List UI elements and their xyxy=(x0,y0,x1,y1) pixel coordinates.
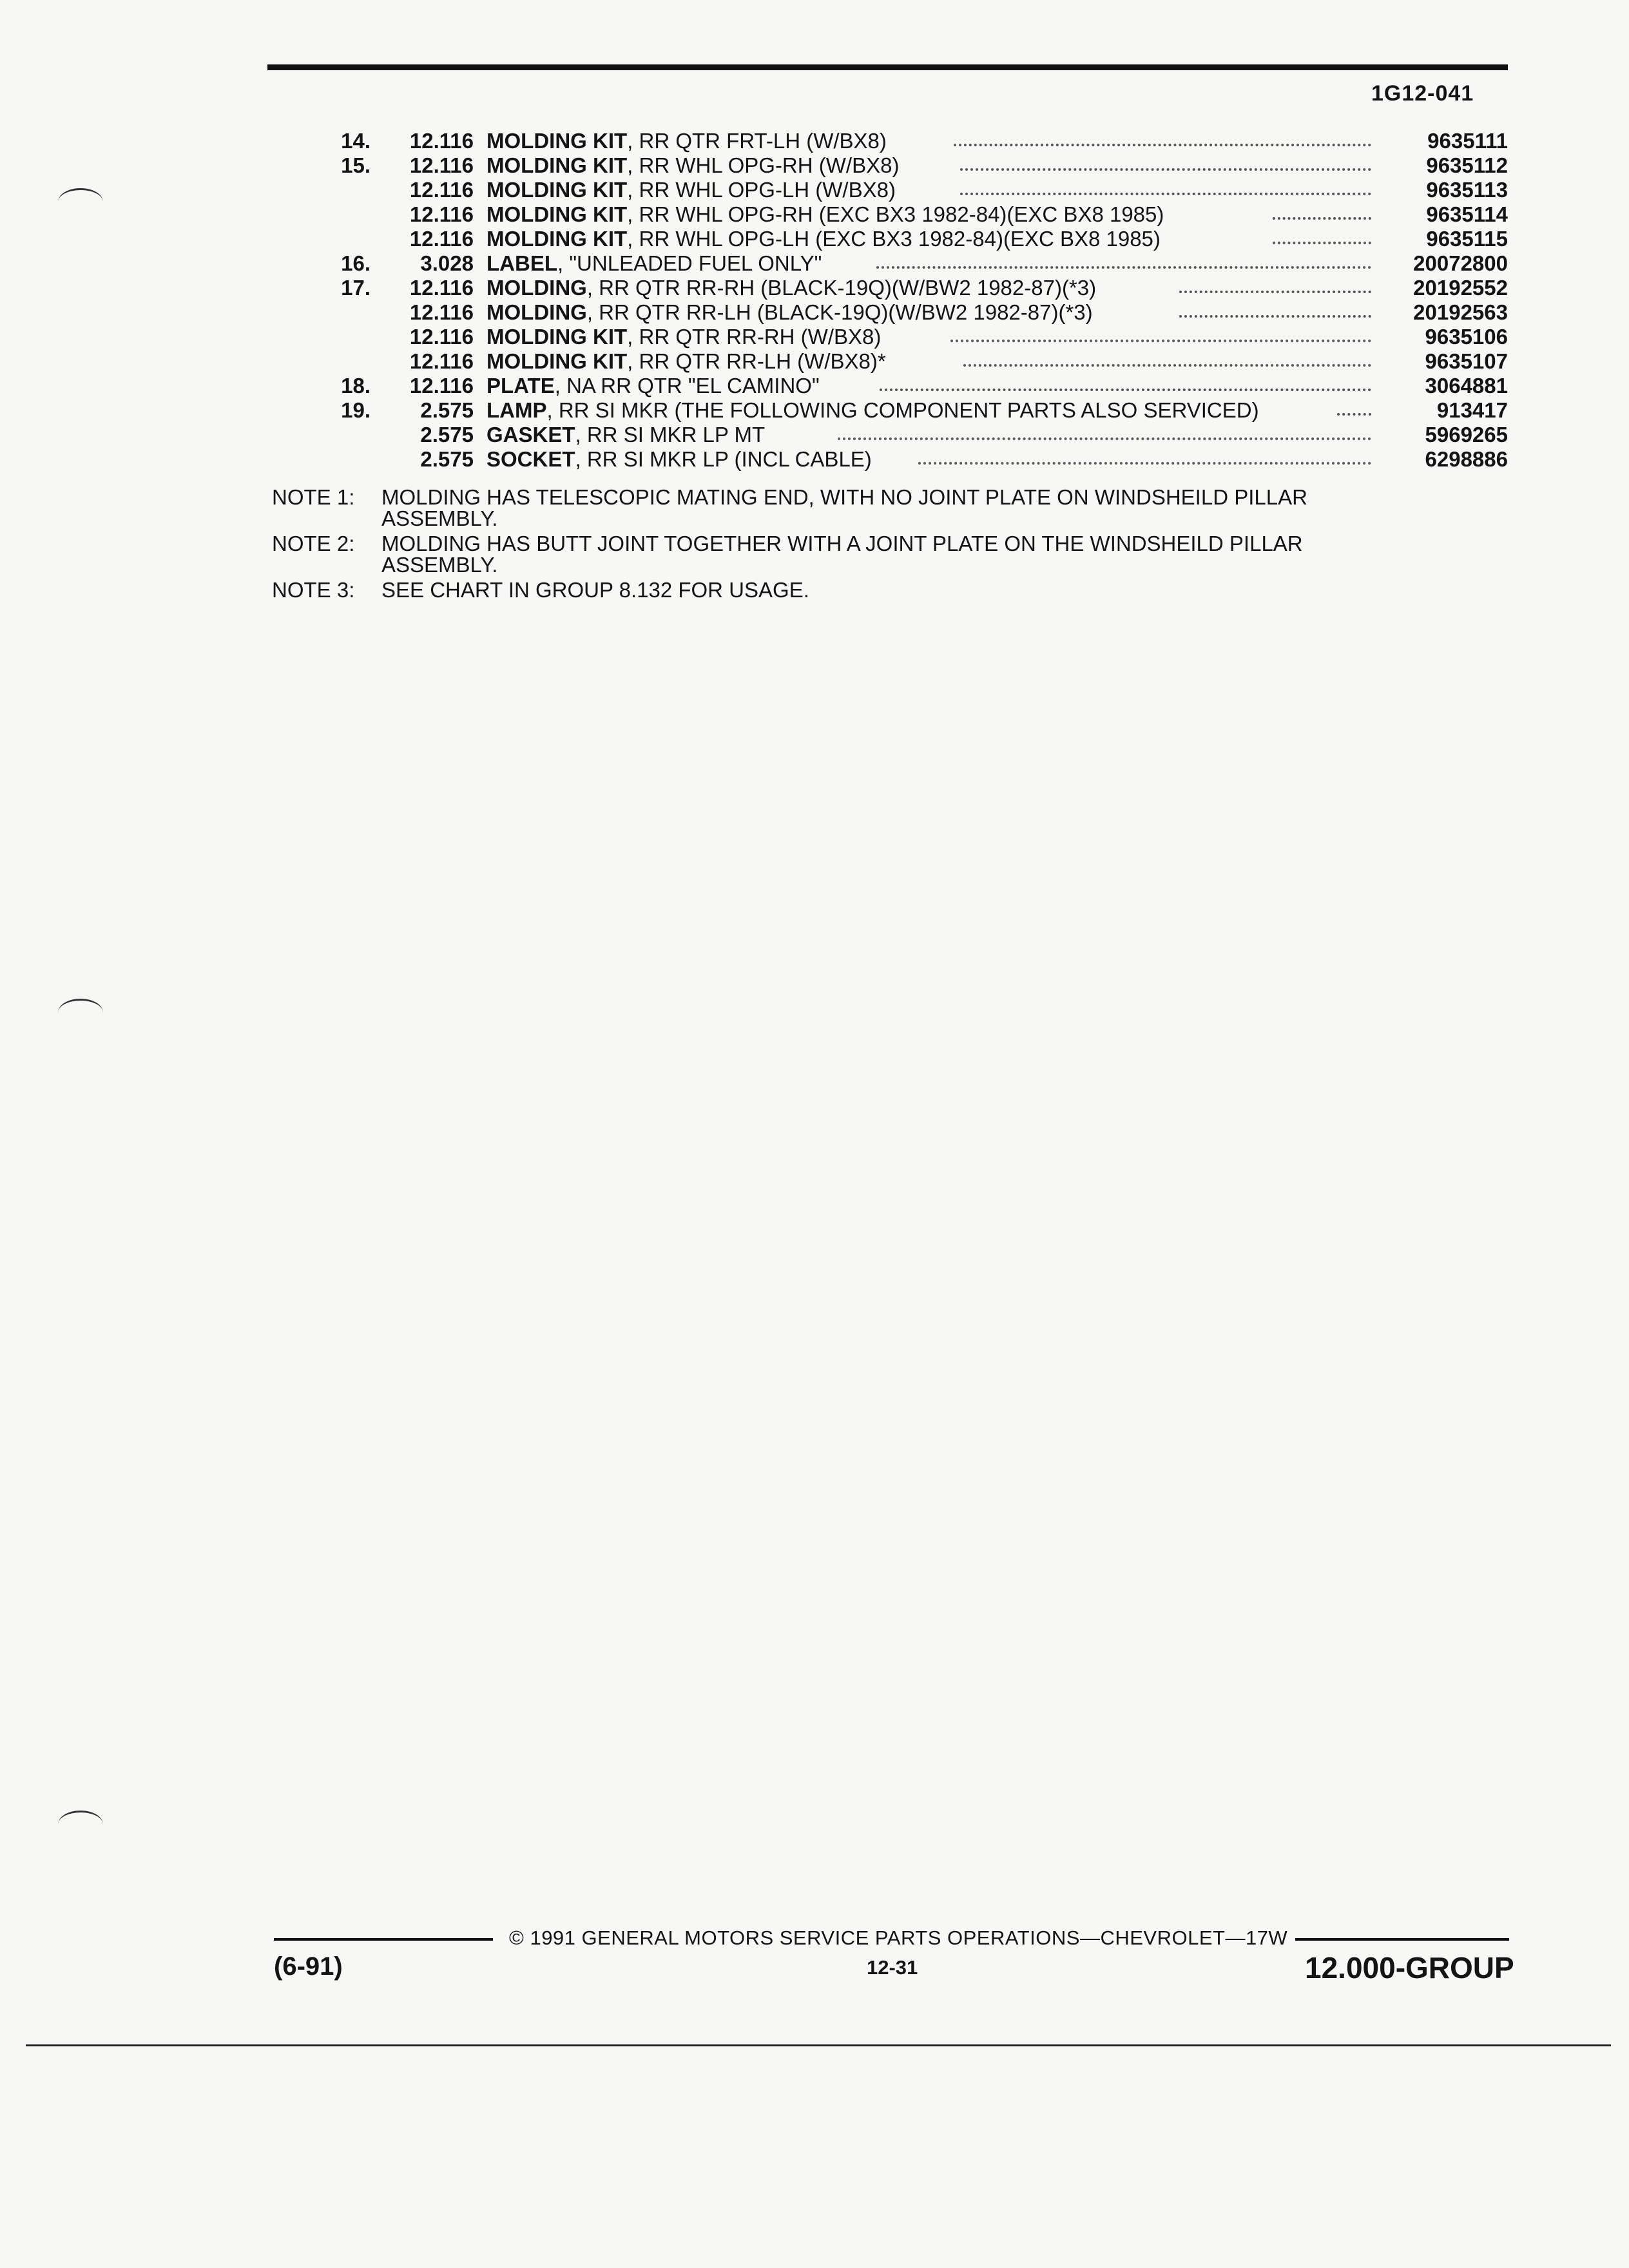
ref-number: 15. xyxy=(341,153,371,177)
description xyxy=(487,251,1389,276)
top-rule xyxy=(267,64,1508,70)
group-number: 12.116 xyxy=(409,178,474,202)
copyright-line: © 1991 GENERAL MOTORS SERVICE PARTS OPERATIONS—CHEVROLET—17W xyxy=(509,1927,1288,1949)
group-number: 12.116 xyxy=(409,227,474,251)
part-number: 9635106 xyxy=(1425,325,1508,349)
dot-leader xyxy=(954,144,1371,146)
part-desc: , RR QTR RR-LH (W/BX8)* xyxy=(627,349,886,373)
page-edge-line xyxy=(26,2044,1611,2046)
note-2 xyxy=(272,533,1432,575)
part-number: 20072800 xyxy=(1413,251,1508,275)
note-label: NOTE 1: xyxy=(272,485,355,509)
part-row xyxy=(0,374,1629,398)
part-row xyxy=(0,423,1629,447)
note-3 xyxy=(272,579,1432,601)
part-name: MOLDING xyxy=(487,276,587,300)
part-desc: , RR SI MKR LP (INCL CABLE) xyxy=(575,447,872,471)
description xyxy=(487,325,1389,349)
group-number: 2.575 xyxy=(420,398,474,422)
part-row xyxy=(0,153,1629,178)
group-number: 2.575 xyxy=(420,447,474,471)
part-number: 6298886 xyxy=(1425,447,1508,471)
part-number: 20192552 xyxy=(1413,276,1508,300)
description xyxy=(487,129,1389,153)
group-label: 12.000-GROUP xyxy=(1305,1951,1514,1984)
group-number: 12.116 xyxy=(409,374,474,398)
description xyxy=(487,276,1389,300)
description xyxy=(487,398,1389,423)
dot-leader xyxy=(876,266,1371,269)
ref-number: 17. xyxy=(341,276,371,300)
group-number: 2.575 xyxy=(420,423,474,447)
part-name: MOLDING KIT xyxy=(487,178,628,202)
part-desc: , RR WHL OPG-LH (W/BX8) xyxy=(627,178,896,202)
revision-date: (6-91) xyxy=(274,1952,343,1981)
part-row xyxy=(0,300,1629,325)
part-number: 9635107 xyxy=(1425,349,1508,373)
part-row xyxy=(0,398,1629,423)
part-desc: , RR WHL OPG-LH (EXC BX3 1982-84)(EXC BX8 1985) xyxy=(627,227,1161,251)
dot-leader xyxy=(1273,242,1371,244)
part-name: MOLDING xyxy=(487,300,587,324)
part-name: MOLDING KIT xyxy=(487,129,628,153)
dot-leader xyxy=(1179,315,1371,318)
part-row xyxy=(0,447,1629,472)
part-number: 9635112 xyxy=(1426,153,1508,177)
part-name: MOLDING KIT xyxy=(487,349,628,373)
part-name: LAMP xyxy=(487,398,547,422)
part-number: 3064881 xyxy=(1425,374,1508,398)
dot-leader xyxy=(960,193,1371,195)
dot-leader xyxy=(838,437,1371,440)
part-number: 913417 xyxy=(1436,398,1508,422)
dot-leader xyxy=(950,340,1371,342)
group-number: 12.116 xyxy=(409,153,474,177)
description xyxy=(487,153,1389,178)
part-desc: , RR WHL OPG-RH (W/BX8) xyxy=(627,153,900,177)
part-number: 9635111 xyxy=(1427,129,1508,153)
group-number: 12.116 xyxy=(409,276,474,300)
footer-rule xyxy=(1295,1938,1509,1941)
dot-leader xyxy=(880,389,1371,391)
part-desc: , RR SI MKR (THE FOLLOWING COMPONENT PARTS ALSO SERVICED) xyxy=(546,398,1259,422)
group-number: 12.116 xyxy=(409,349,474,373)
part-desc: , RR QTR RR-RH (W/BX8) xyxy=(627,325,882,349)
group-number: 12.116 xyxy=(409,325,474,349)
part-row xyxy=(0,178,1629,202)
ref-number: 18. xyxy=(341,374,371,398)
description xyxy=(487,300,1389,325)
dot-leader xyxy=(1179,291,1371,293)
part-desc: , RR SI MKR LP MT xyxy=(575,423,766,447)
description xyxy=(487,423,1389,447)
part-name: MOLDING KIT xyxy=(487,202,628,226)
dot-leader xyxy=(960,168,1371,171)
part-name: MOLDING KIT xyxy=(487,325,628,349)
page-id: 1G12-041 xyxy=(1371,81,1474,106)
part-name: PLATE xyxy=(487,374,555,398)
part-row xyxy=(0,349,1629,374)
notes-section xyxy=(272,486,1432,604)
part-desc: , RR WHL OPG-RH (EXC BX3 1982-84)(EXC BX8 1985) xyxy=(627,202,1164,226)
part-row xyxy=(0,129,1629,153)
note-text: MOLDING HAS TELESCOPIC MATING END, WITH NO JOINT PLATE ON WINDSHEILD PILLAR ASSEMBLY. xyxy=(381,485,1307,530)
part-name: MOLDING KIT xyxy=(487,227,628,251)
group-number: 3.028 xyxy=(420,251,474,275)
ref-number: 19. xyxy=(341,398,371,422)
note-text: MOLDING HAS BUTT JOINT TOGETHER WITH A JOINT PLATE ON THE WINDSHEILD PILLAR ASSEMBLY. xyxy=(381,532,1303,577)
note-1 xyxy=(272,486,1432,529)
part-row xyxy=(0,325,1629,349)
part-desc: , "UNLEADED FUEL ONLY" xyxy=(557,251,822,275)
description xyxy=(487,178,1389,202)
group-number: 12.116 xyxy=(409,129,474,153)
note-label: NOTE 2: xyxy=(272,532,355,555)
ref-number: 14. xyxy=(341,129,371,153)
group-number: 12.116 xyxy=(409,300,474,324)
part-number: 20192563 xyxy=(1413,300,1508,324)
part-number: 9635115 xyxy=(1426,227,1508,251)
binder-hole-mark xyxy=(58,1811,103,1838)
part-number: 9635114 xyxy=(1426,202,1508,226)
group-number: 12.116 xyxy=(409,202,474,226)
part-desc: , NA RR QTR "EL CAMINO" xyxy=(554,374,820,398)
dot-leader xyxy=(1273,217,1371,220)
part-row xyxy=(0,276,1629,300)
description xyxy=(487,349,1389,374)
part-row xyxy=(0,251,1629,276)
footer-rule xyxy=(274,1938,493,1941)
part-name: MOLDING KIT xyxy=(487,153,628,177)
part-row xyxy=(0,202,1629,227)
page-number: 12-31 xyxy=(867,1956,918,1979)
note-text: SEE CHART IN GROUP 8.132 FOR USAGE. xyxy=(381,578,809,602)
part-number: 5969265 xyxy=(1425,423,1508,447)
note-label: NOTE 3: xyxy=(272,578,355,602)
dot-leader xyxy=(1337,413,1371,416)
description xyxy=(487,227,1389,251)
dot-leader xyxy=(918,462,1371,465)
description xyxy=(487,447,1389,472)
part-desc: , RR QTR RR-LH (BLACK-19Q)(W/BW2 1982-87)(*3) xyxy=(586,300,1093,324)
part-desc: , RR QTR RR-RH (BLACK-19Q)(W/BW2 1982-87)(*3) xyxy=(586,276,1097,300)
description xyxy=(487,202,1389,227)
part-name: GASKET xyxy=(487,423,575,447)
dot-leader xyxy=(963,364,1371,367)
part-desc: , RR QTR FRT-LH (W/BX8) xyxy=(627,129,887,153)
part-name: SOCKET xyxy=(487,447,575,471)
ref-number: 16. xyxy=(341,251,371,275)
part-row xyxy=(0,227,1629,251)
part-name: LABEL xyxy=(487,251,557,275)
description xyxy=(487,374,1389,398)
part-number: 9635113 xyxy=(1426,178,1508,202)
binder-hole-mark xyxy=(58,999,103,1026)
